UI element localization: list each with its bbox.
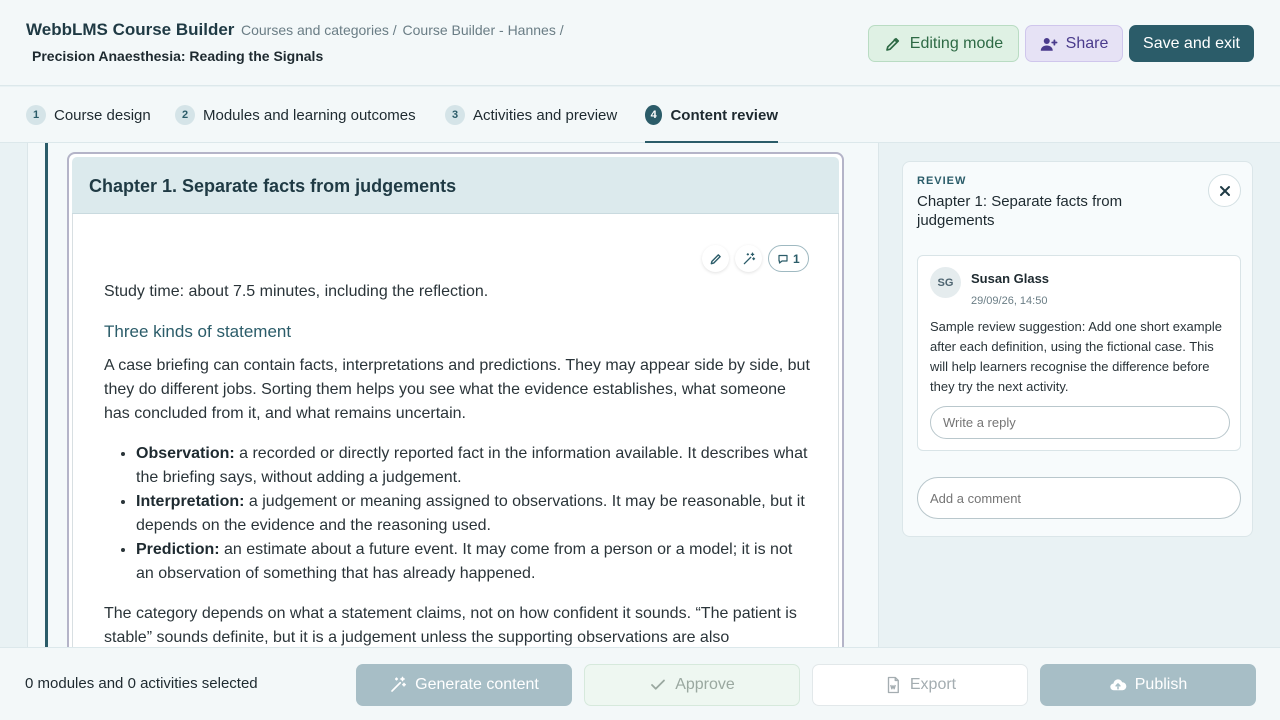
tab-course-design[interactable] xyxy=(26,87,151,143)
section-heading: Three kinds of statement xyxy=(104,322,292,341)
study-time: Study time: about 7.5 minutes, including the reflection. xyxy=(104,283,489,300)
chapter-header xyxy=(72,157,839,214)
list-term: Observation: xyxy=(136,445,235,462)
pencil-icon xyxy=(884,35,902,53)
magic-wand-icon xyxy=(742,252,756,266)
module-indicator-bar xyxy=(45,143,48,647)
chapter-tools xyxy=(702,245,809,272)
review-title: Chapter 1: Separate facts from judgements xyxy=(917,193,1123,229)
publish-label: Publish xyxy=(1134,676,1188,693)
cloud-upload-icon xyxy=(1109,676,1127,694)
tab-activities-and-preview[interactable] xyxy=(445,87,617,143)
close-review-button[interactable] xyxy=(1208,174,1241,207)
breadcrumb xyxy=(241,22,566,38)
list-text: an estimate about a future event. It may come from a person or a model; it is not an observation of something that has already happened. xyxy=(136,541,793,582)
step-number: 4 xyxy=(645,105,662,125)
review-panel xyxy=(902,161,1253,537)
statement-types-list xyxy=(136,442,814,586)
speech-bubble-icon xyxy=(777,253,789,265)
pencil-icon xyxy=(709,252,723,266)
user-plus-icon xyxy=(1040,35,1058,53)
comment-text: Sample review suggestion: Add one short example after each definition, using the fictional case. This will help learners recognise the difference before they try the next activity. xyxy=(930,319,1222,394)
share-label: Share xyxy=(1065,34,1109,52)
comment-author: Susan Glass xyxy=(971,271,1050,286)
editing-mode-button[interactable] xyxy=(868,25,1019,62)
tab-content-review[interactable] xyxy=(645,87,778,143)
step-label: Course design xyxy=(54,106,151,124)
comments-button[interactable] xyxy=(768,245,809,272)
document-icon xyxy=(884,676,902,694)
editing-mode-label: Editing mode xyxy=(909,34,1004,52)
list-term: Prediction: xyxy=(136,541,220,558)
list-text: a recorded or directly reported fact in the information available. It describes what the briefing says, without adding a judgement. xyxy=(136,445,808,486)
export-label: Export xyxy=(909,676,957,693)
course-name: Precision Anaesthesia: Reading the Signals xyxy=(32,48,324,64)
step-label: Activities and preview xyxy=(473,106,618,124)
step-number: 2 xyxy=(175,105,195,125)
tab-modules-and-learning-outcomes[interactable] xyxy=(175,87,416,143)
generate-content-label: Generate content xyxy=(415,676,539,693)
breadcrumb-courses[interactable]: Courses and categories / xyxy=(241,22,397,38)
step-number: 3 xyxy=(445,105,465,125)
step-navigation xyxy=(0,87,1280,143)
list-item xyxy=(136,442,814,490)
closing-paragraph: The category depends on what a statement claims, not on how confident it sounds. “The patient is stable” sounds definite, but it is a judgement unless the supporting observations are also xyxy=(104,605,797,646)
list-term: Interpretation: xyxy=(136,493,245,510)
breadcrumb-course-builder[interactable]: Course Builder - Hannes / xyxy=(402,22,564,38)
list-text: a judgement or meaning assigned to observations. It may be reasonable, but it depends on the evidence and the reasoning used. xyxy=(136,493,805,534)
step-label: Content review xyxy=(670,106,778,124)
list-item xyxy=(136,538,814,586)
publish-button[interactable] xyxy=(1040,664,1256,706)
reply-input[interactable] xyxy=(930,406,1230,439)
chapter-body xyxy=(72,214,839,647)
magic-wand-icon xyxy=(389,676,407,694)
check-icon xyxy=(649,676,667,694)
action-footer xyxy=(0,647,1280,720)
app-header xyxy=(0,0,1280,86)
add-comment-input[interactable] xyxy=(917,477,1241,519)
ai-rewrite-button[interactable] xyxy=(735,245,762,272)
approve-button[interactable] xyxy=(584,664,800,706)
approve-label: Approve xyxy=(675,676,735,693)
avatar: SG xyxy=(930,267,961,298)
list-item xyxy=(136,490,814,538)
close-icon xyxy=(1219,185,1231,197)
chapter-title: Chapter 1. Separate facts from judgements xyxy=(89,176,457,196)
selection-count: 0 modules and 0 activities selected xyxy=(25,675,258,692)
export-button[interactable] xyxy=(812,664,1028,706)
chapter-content xyxy=(104,280,814,647)
review-kicker: REVIEW xyxy=(917,175,967,187)
share-button[interactable] xyxy=(1025,25,1123,62)
content-panel xyxy=(27,143,879,647)
step-label: Modules and learning outcomes xyxy=(203,106,416,124)
step-number: 1 xyxy=(26,105,46,125)
generate-content-button[interactable] xyxy=(356,664,572,706)
chapter-card[interactable] xyxy=(67,152,844,647)
intro-paragraph: A case briefing can contain facts, interpretations and predictions. They may appear side by side, but they do different jobs. Sorting them helps you see what the evidence establishes, what someone has concluded from it, and what remains uncertain. xyxy=(104,357,810,422)
save-and-exit-button[interactable]: Save and exit xyxy=(1129,25,1254,62)
comment-count: 1 xyxy=(793,251,800,266)
edit-chapter-button[interactable] xyxy=(702,245,729,272)
app-title: WebbLMS Course Builder xyxy=(26,20,235,39)
review-comment xyxy=(917,255,1241,451)
comment-timestamp: 29/09/26, 14:50 xyxy=(971,295,1048,307)
